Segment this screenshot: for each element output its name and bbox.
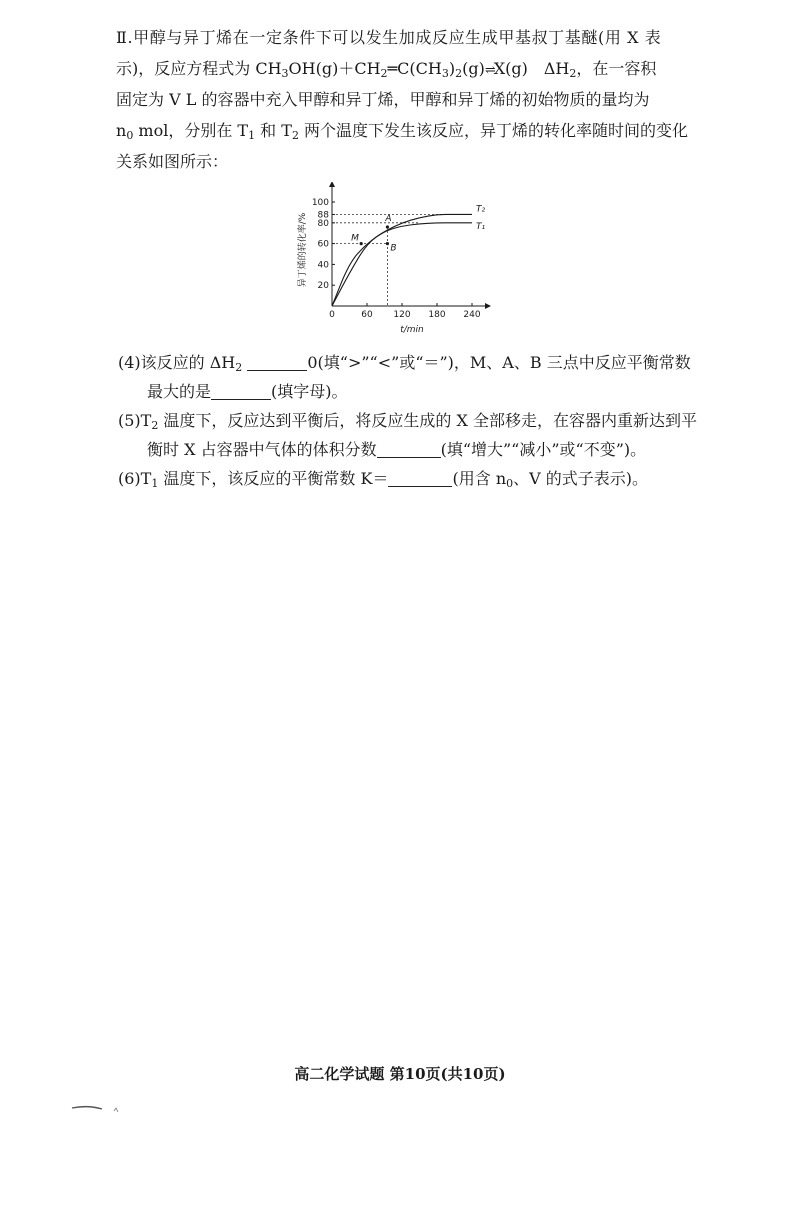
- y-tick-label: 88: [317, 210, 329, 221]
- section-number: Ⅱ.: [116, 28, 134, 47]
- y-axis-label: 异丁烯的转化率/%: [298, 212, 308, 288]
- axis-ticks: [312, 198, 481, 320]
- series-label-2: T₁: [476, 221, 486, 232]
- point-M-label: M: [351, 233, 359, 244]
- y-tick-label: 100: [311, 198, 329, 208]
- x-axis-label: t/min: [400, 325, 424, 334]
- marked-points: [351, 214, 396, 254]
- scan-mark-icon: [70, 1102, 130, 1116]
- answer-blank-q4-sign[interactable]: [247, 354, 307, 371]
- y-tick-label: 60: [317, 239, 329, 250]
- intro-paragraph: [116, 22, 696, 177]
- equilibrium-arrow-icon: ⇌: [484, 63, 494, 78]
- point-B-label: B: [390, 243, 397, 254]
- page-footer: 高二化学试题 第10页(共10页): [294, 1065, 506, 1083]
- answer-blank-q6[interactable]: [388, 470, 452, 487]
- x-tick-label: 60: [361, 310, 373, 320]
- point-M-marker: [360, 242, 363, 245]
- point-B-marker: [386, 242, 389, 245]
- questions: [118, 348, 718, 493]
- question-6-line: $(6)T_1$ 温度下，该反应的平衡常数 K＝ (用含 $n_0$、V 的式子表示)。: [118, 469, 649, 490]
- x-tick-label: 240: [463, 310, 481, 320]
- y-tick-label: 20: [317, 281, 329, 292]
- x-tick-label: 120: [393, 310, 411, 320]
- question-5-line-2: 衡时 X 占容器中气体的体积分数 (填“增大”“减小”或“不变”)。: [147, 440, 647, 459]
- point-A-marker: [386, 225, 389, 228]
- intro-line-2: 示)，反应方程式为 $CH_3OH(g)+CH_2═C(CH_3)_2(g)\rightleftharpoons X(g)$ $\Delta H_2$，在一容积: [116, 53, 696, 84]
- intro-line-5: 关系如图所示：: [116, 152, 229, 171]
- conversion-chart: [296, 182, 496, 334]
- y-tick-label: 80: [317, 218, 329, 229]
- intro-line-1: Ⅱ.甲醇与异丁烯在一定条件下可以发生加成反应生成甲基叔丁基醚(用 X 表: [116, 28, 662, 47]
- point-A-label: A: [385, 213, 392, 224]
- intro-line-4: $n_0$ mol，分别在 $T_1$ 和 $T_2$ 两个温度下发生该反应，异丁烯的转化率随时间的变化: [116, 121, 689, 142]
- answer-blank-q4-point[interactable]: [211, 383, 271, 400]
- series-lines: [332, 204, 485, 306]
- question-4-line-1: (4)该反应的 $\Delta H_2$ 0(填“>”“<”或“＝”)，M、A、B 三点中反应平衡常数: [118, 353, 691, 374]
- question-5-line-1: $(5)T_2$ 温度下，反应达到平衡后，将反应生成的 X 全部移走，在容器内重新达到平: [118, 411, 697, 432]
- y-tick-label: 40: [317, 260, 329, 271]
- answer-blank-q5[interactable]: [377, 441, 441, 458]
- question-4-line-2: 最大的是 (填字母)。: [147, 382, 348, 401]
- series-label-1: T₂: [476, 204, 486, 215]
- intro-line-3: 固定为 V L 的容器中充入甲醇和异丁烯，甲醇和异丁烯的初始物质的量均为: [116, 90, 650, 109]
- x-tick-label: 180: [428, 310, 446, 320]
- x-tick-label: 0: [329, 310, 335, 320]
